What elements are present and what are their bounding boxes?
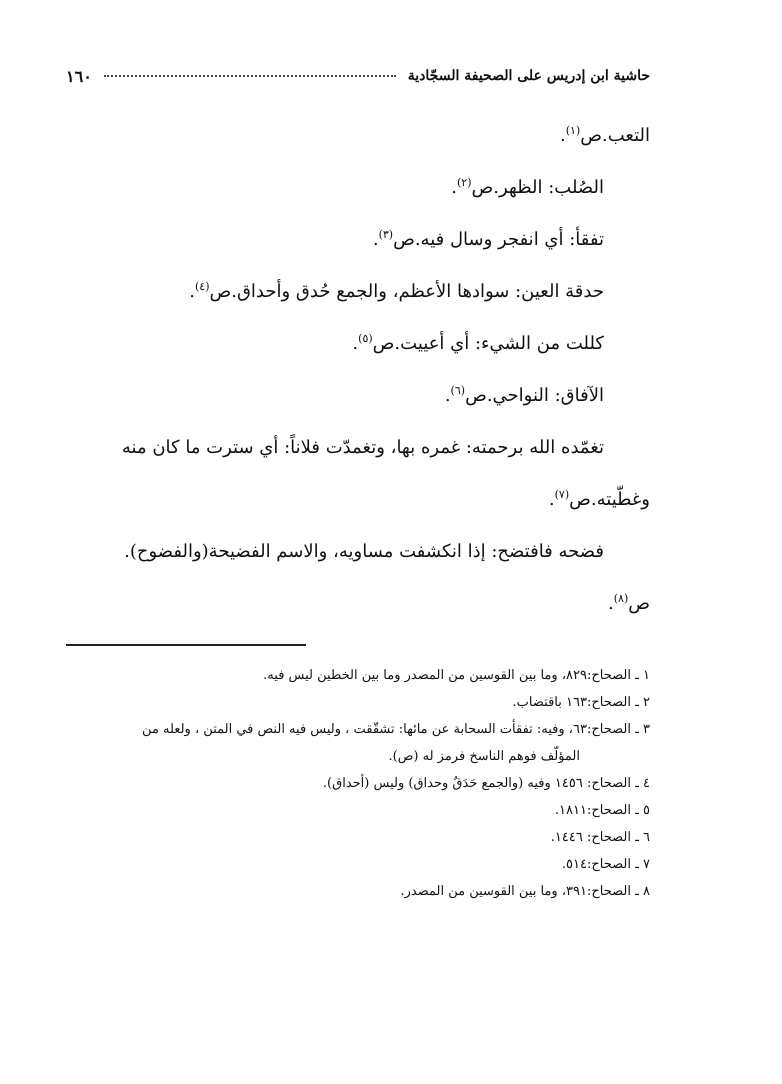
footnote-ref: (٤) — [194, 280, 210, 293]
footnote-continued: المؤلّف فوهم الناسخ فرمز له (ص). — [388, 749, 580, 764]
entry-end: . — [607, 593, 614, 614]
footnote: ٦ ـ الصحاح: ١٤٤٦. — [550, 830, 650, 845]
glossary-entry — [66, 110, 650, 162]
entry-end: . — [372, 229, 379, 250]
entry-line: وغطّيته.ص — [569, 489, 650, 510]
footnote: ٤ ـ الصحاح: ١٤٥٦ وفيه (والجمع حَدَقٌ وحداق) وليس (أحداق). — [322, 776, 650, 791]
entry-text: كللت من الشيء: أي أعييت.ص — [372, 333, 604, 354]
footnote-ref: (٧) — [554, 488, 570, 501]
entry-line: تغمّده الله برحمته: غمره بها، وتغمدّت فلاناً: أي سترت ما كان منه — [121, 437, 604, 458]
footnote: ٥ ـ الصحاح:١٨١١. — [554, 803, 650, 818]
main-text — [66, 110, 650, 630]
book-page — [66, 0, 650, 1084]
entry-end: . — [189, 281, 195, 302]
glossary-entry-continued — [66, 474, 650, 526]
entry-end: . — [559, 125, 566, 146]
entry-line: فضحه فافتضح: إذا انكشفت مساويه، والاسم الفضيحة(والفضوح). — [124, 541, 604, 562]
footnote-ref: (٦) — [450, 384, 466, 397]
glossary-entry-continued — [66, 578, 650, 630]
footnote: ٧ ـ الصحاح:٥١٤. — [561, 857, 650, 872]
footnote: ٣ ـ الصحاح:٦٣، وفيه: تفقأت السحابة عن مائها: تشقّقت ، وليس فيه النص في المتن ، ولعله من — [142, 722, 650, 737]
entry-end: . — [451, 177, 457, 198]
footnote-ref: (٣) — [378, 228, 394, 241]
footnote-ref: (٢) — [457, 176, 472, 189]
header-title: حاشية ابن إدريس على الصحيفة السجّادية — [407, 68, 650, 84]
entry-end: . — [352, 333, 359, 354]
footnote-ref: (٨) — [613, 592, 629, 605]
entry-text: تفقأ: أي انفجر وسال فيه.ص — [393, 229, 604, 250]
footnote: ٢ ـ الصحاح:١٦٣ باقتضاب. — [512, 695, 650, 710]
entry-text: حدقة العين: سوادها الأعظم، والجمع حُدق وأحداق.ص — [209, 281, 604, 302]
footnote-divider — [66, 644, 306, 646]
page-number: ١٦٠ — [66, 66, 92, 86]
glossary-entry — [66, 526, 650, 578]
entry-end: . — [548, 489, 555, 510]
running-header — [66, 62, 650, 90]
footnote-ref: (٥) — [358, 332, 373, 345]
header-dotted-leader — [104, 75, 396, 77]
entry-text: الصُلب: الظهر.ص — [471, 177, 604, 198]
footnote: ١ ـ الصحاح:٨٢٩، وما بين القوسين من المصدر وما بين الخطين ليس فيه. — [263, 668, 650, 683]
entry-text: الآفاق: النواحي.ص — [465, 385, 604, 406]
entry-end: . — [444, 385, 451, 406]
footnote-ref: (١) — [565, 124, 581, 137]
glossary-entry — [66, 214, 650, 266]
entry-line: ص — [628, 593, 650, 614]
entry-text: التعب.ص — [580, 125, 650, 146]
glossary-entry — [66, 318, 650, 370]
glossary-entry — [66, 370, 650, 422]
footnote: ٨ ـ الصحاح:٣٩١، وما بين القوسين من المصدر. — [400, 884, 650, 899]
glossary-entry — [66, 266, 650, 318]
footnotes — [66, 662, 650, 905]
glossary-entry — [66, 162, 650, 214]
glossary-entry — [66, 422, 650, 474]
